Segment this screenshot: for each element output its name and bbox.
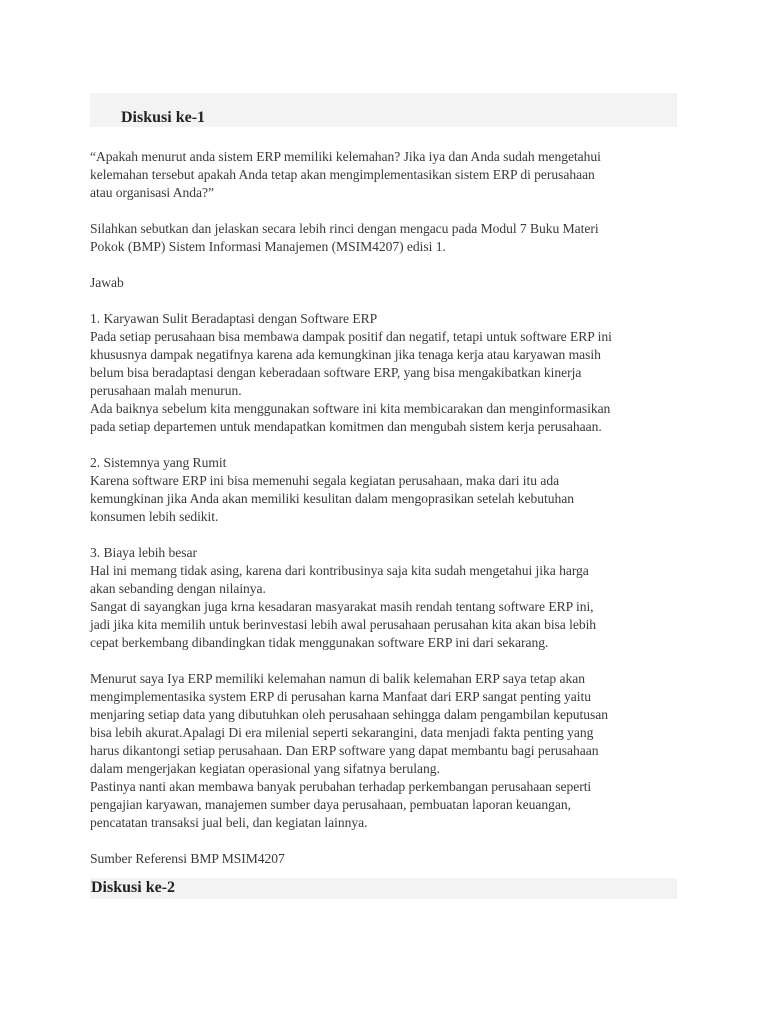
point-1-paragraph [90, 310, 680, 436]
instruction-line: Silahkan sebutkan dan jelaskan secara lebih rinci dengan mengacu pada Modul 7 Buku Materi [90, 221, 599, 236]
point-3-line: cepat berkembang dibandingkan tidak menggunakan software ERP ini dari sekarang. [90, 635, 549, 650]
reference-paragraph [90, 850, 680, 868]
point-2-paragraph [90, 454, 680, 526]
question-paragraph [90, 148, 680, 202]
conclusion-line: Menurut saya Iya ERP memiliki kelemahan namun di balik kelemahan ERP saya tetap akan [90, 671, 585, 686]
question-line: kelemahan tersebut apakah Anda tetap akan mengimplementasikan sistem ERP di perusahaan [90, 167, 595, 182]
point-3-line: Sangat di sayangkan juga krna kesadaran masyarakat masih rendah tentang software ERP ini, [90, 599, 594, 614]
point-3-title: 3. Biaya lebih besar [90, 545, 197, 560]
conclusion-line: Pastinya nanti akan membawa banyak perubahan terhadap perkembangan perusahaan seperti [90, 779, 592, 794]
point-2-title: 2. Sistemnya yang Rumit [90, 455, 227, 470]
conclusion-line: pencatatan transaksi jual beli, dan kegiatan lainnya. [90, 815, 368, 830]
question-line: atau organisasi Anda?” [90, 185, 214, 200]
answer-label: Jawab [90, 275, 124, 290]
conclusion-line: bisa lebih akurat.Apalagi Di era milenial seperti sekarangini, data menjadi fakta penting yang [90, 725, 594, 740]
point-1-line: Pada setiap perusahaan bisa membawa dampak positif dan negatif, tetapi untuk software ERP ini [90, 329, 612, 344]
point-3-paragraph [90, 544, 680, 652]
point-1-line: perusahaan malah menurun. [90, 383, 242, 398]
conclusion-line: pengajian karyawan, manajemen sumber daya perusahaan, pembuatan laporan keuangan, [90, 797, 571, 812]
section-heading-1 [90, 93, 677, 127]
conclusion-line: mengimplementasika system ERP di perusahan karna Manfaat dari ERP sangat penting yaitu [90, 689, 591, 704]
conclusion-line: dalam mengerjakan kegiatan operasional yang sifatnya berulang. [90, 761, 440, 776]
point-1-title: 1. Karyawan Sulit Beradaptasi dengan Software ERP [90, 311, 378, 326]
point-1-line: Ada baiknya sebelum kita menggunakan software ini kita membicarakan dan menginformasikan [90, 401, 611, 416]
point-2-line: Karena software ERP ini bisa memenuhi segala kegiatan perusahaan, maka dari itu ada [90, 473, 560, 488]
point-3-line: Hal ini memang tidak asing, karena dari kontribusinya saja kita sudah mengetahui jika harga [90, 563, 589, 578]
document-body [90, 148, 680, 886]
conclusion-line: menjaring setiap data yang dibutuhkan oleh perusahaan sehingga dalam pengambilan keputusan [90, 707, 608, 722]
point-2-line: kemungkinan jika Anda akan memiliki kesulitan dalam mengoprasikan setelah kebutuhan [90, 491, 574, 506]
point-2-line: konsumen lebih sedikit. [90, 509, 219, 524]
point-1-line: belum bisa beradaptasi dengan keberadaan software ERP, yang bisa mengakibatkan kinerja [90, 365, 582, 380]
instruction-paragraph [90, 220, 680, 256]
conclusion-line: harus dikantongi setiap perusahaan. Dan ERP software yang dapat membantu bagi perusahaan [90, 743, 599, 758]
point-1-line: khususnya dampak negatifnya karena ada kemungkinan jika tenaga kerja atau karyawan masih [90, 347, 601, 362]
point-3-line: akan sebanding dengan nilainya. [90, 581, 266, 596]
point-1-line: pada setiap departemen untuk mendapatkan komitmen dan mengubah sistem kerja perusahaan. [90, 419, 602, 434]
heading-2-text: Diskusi ke-2 [91, 879, 176, 896]
section-heading-2 [90, 878, 677, 899]
instruction-line: Pokok (BMP) Sistem Informasi Manajemen (MSIM4207) edisi 1. [90, 239, 446, 254]
answer-label-paragraph [90, 274, 680, 292]
heading-1-text: Diskusi ke-1 [121, 109, 206, 126]
reference-text: Sumber Referensi BMP MSIM4207 [90, 851, 285, 866]
question-line: “Apakah menurut anda sistem ERP memiliki kelemahan? Jika iya dan Anda sudah mengetahui [90, 149, 601, 164]
conclusion-paragraph [90, 670, 680, 832]
point-3-line: jadi jika kita memilih untuk berinvestasi lebih awal perusahaan perusahan kita akan bisa lebih [90, 617, 597, 632]
